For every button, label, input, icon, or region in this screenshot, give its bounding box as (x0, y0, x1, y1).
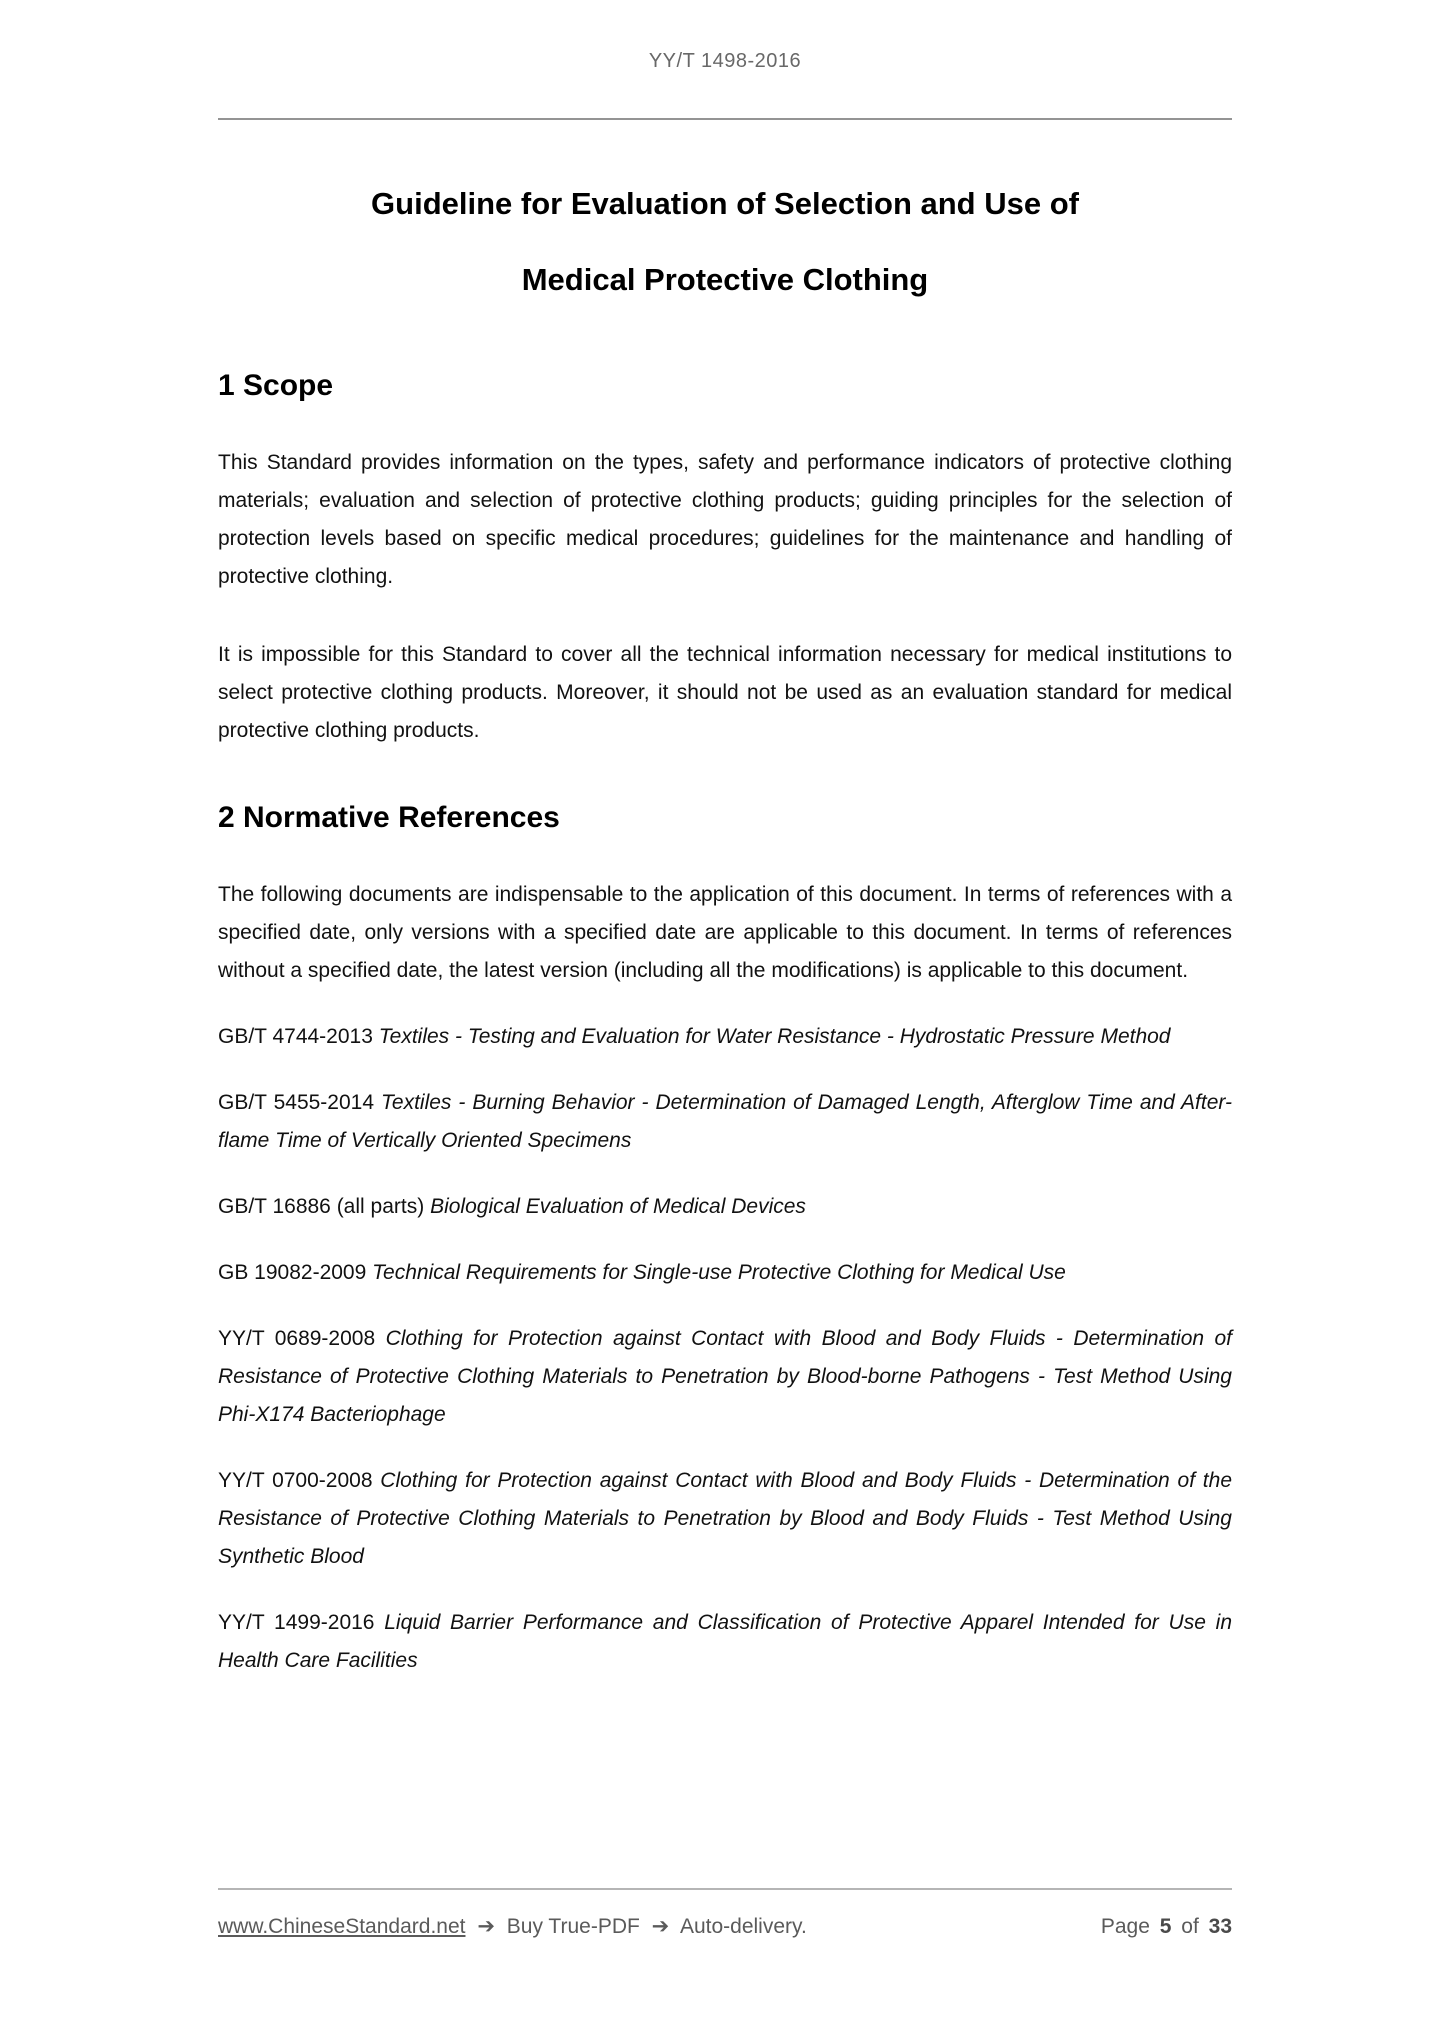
reference-title: Textiles - Burning Behavior - Determination of Damaged Length, Afterglow Time and After-flame Time of Vertically Oriented Specimens (218, 1091, 1232, 1152)
footer-row (218, 1890, 1232, 1939)
reference-title: Clothing for Protection against Contact with Blood and Body Fluids - Determination of Resistance of Protective Clothing Materials to Penetration by Blood-borne Pathogens - Test Method Using Phi-X174 Bacteriophage (218, 1327, 1232, 1426)
reference-label: GB/T 5455-2014 (218, 1091, 375, 1114)
reference-label: GB 19082-2009 (218, 1261, 367, 1284)
reference-title: Biological Evaluation of Medical Devices (430, 1195, 806, 1218)
section-heading-scope: 1 Scope (218, 369, 334, 402)
reference-title: Textiles - Testing and Evaluation for Water Resistance - Hydrostatic Pressure Method (378, 1025, 1171, 1048)
scope-paragraph-1: This Standard provides information on the types, safety and performance indicators of protective clothing materials; evaluation and selection of protective clothing products; guiding principles for the selection of protection levels based on specific medical procedures; guidelines for the maintenance and handling of protective clothing. (218, 451, 1232, 588)
reference-item (218, 1254, 1232, 1292)
footer-buy-text: Buy True-PDF (506, 1915, 640, 1938)
doc-code-header: YY/T 1498-2016 (648, 50, 802, 72)
reference-label: GB/T 4744-2013 (218, 1025, 373, 1048)
document-title-line-1: Guideline for Evaluation of Selection and Use of (371, 186, 1079, 221)
reference-item (218, 1604, 1232, 1680)
reference-item (218, 1188, 1232, 1226)
document-title (218, 166, 1232, 318)
arrow-right-icon: ➔ (477, 1915, 495, 1938)
total-page-number: 33 (1208, 1915, 1232, 1938)
reference-label: YY/T 0700-2008 (218, 1469, 373, 1492)
website-link[interactable]: www.ChineseStandard.net (218, 1915, 466, 1938)
document-title-line-2: Medical Protective Clothing (521, 262, 929, 297)
footer-page-indicator (1101, 1915, 1232, 1939)
footer-delivery-text: Auto-delivery. (679, 1915, 807, 1938)
current-page-number: 5 (1159, 1915, 1172, 1938)
page-content (218, 50, 1232, 1680)
of-label: of (1181, 1915, 1199, 1938)
reference-item (218, 1462, 1232, 1576)
reference-label: YY/T 1499-2016 (218, 1611, 375, 1634)
reference-item (218, 1320, 1232, 1434)
reference-item (218, 1084, 1232, 1160)
scope-paragraph-2: It is impossible for this Standard to cover all the technical information necessary for medical institutions to select protective clothing products. Moreover, it should not be used as an evaluation standard for medical protective clothing products. (218, 643, 1232, 742)
footer-source-info (218, 1914, 813, 1939)
section-heading-normative-references: 2 Normative References (218, 801, 560, 834)
reference-title: Liquid Barrier Performance and Classification of Protective Apparel Intended for Use in Health Care Facilities (218, 1611, 1232, 1672)
arrow-right-icon: ➔ (651, 1915, 670, 1938)
normative-intro-paragraph: The following documents are indispensable to the application of this document. In terms of references with a specified date, only versions with a specified date are applicable to this document. In terms of references without a specified date, the latest version (including all the modifications) is applicable to this document. (218, 883, 1232, 982)
page-label: Page (1100, 1915, 1150, 1938)
reference-label: GB/T 16886 (all parts) (218, 1195, 425, 1218)
reference-title: Technical Requirements for Single-use Protective Clothing for Medical Use (372, 1261, 1066, 1284)
reference-item (218, 1018, 1232, 1056)
page-footer (218, 1888, 1232, 1939)
header-rule (218, 118, 1232, 120)
reference-title: Clothing for Protection against Contact with Blood and Body Fluids - Determination of the Resistance of Protective Clothing Materials to Penetration by Blood and Body Fluids - Test Method Using Synthetic Blood (218, 1469, 1232, 1568)
reference-label: YY/T 0689-2008 (218, 1327, 376, 1350)
